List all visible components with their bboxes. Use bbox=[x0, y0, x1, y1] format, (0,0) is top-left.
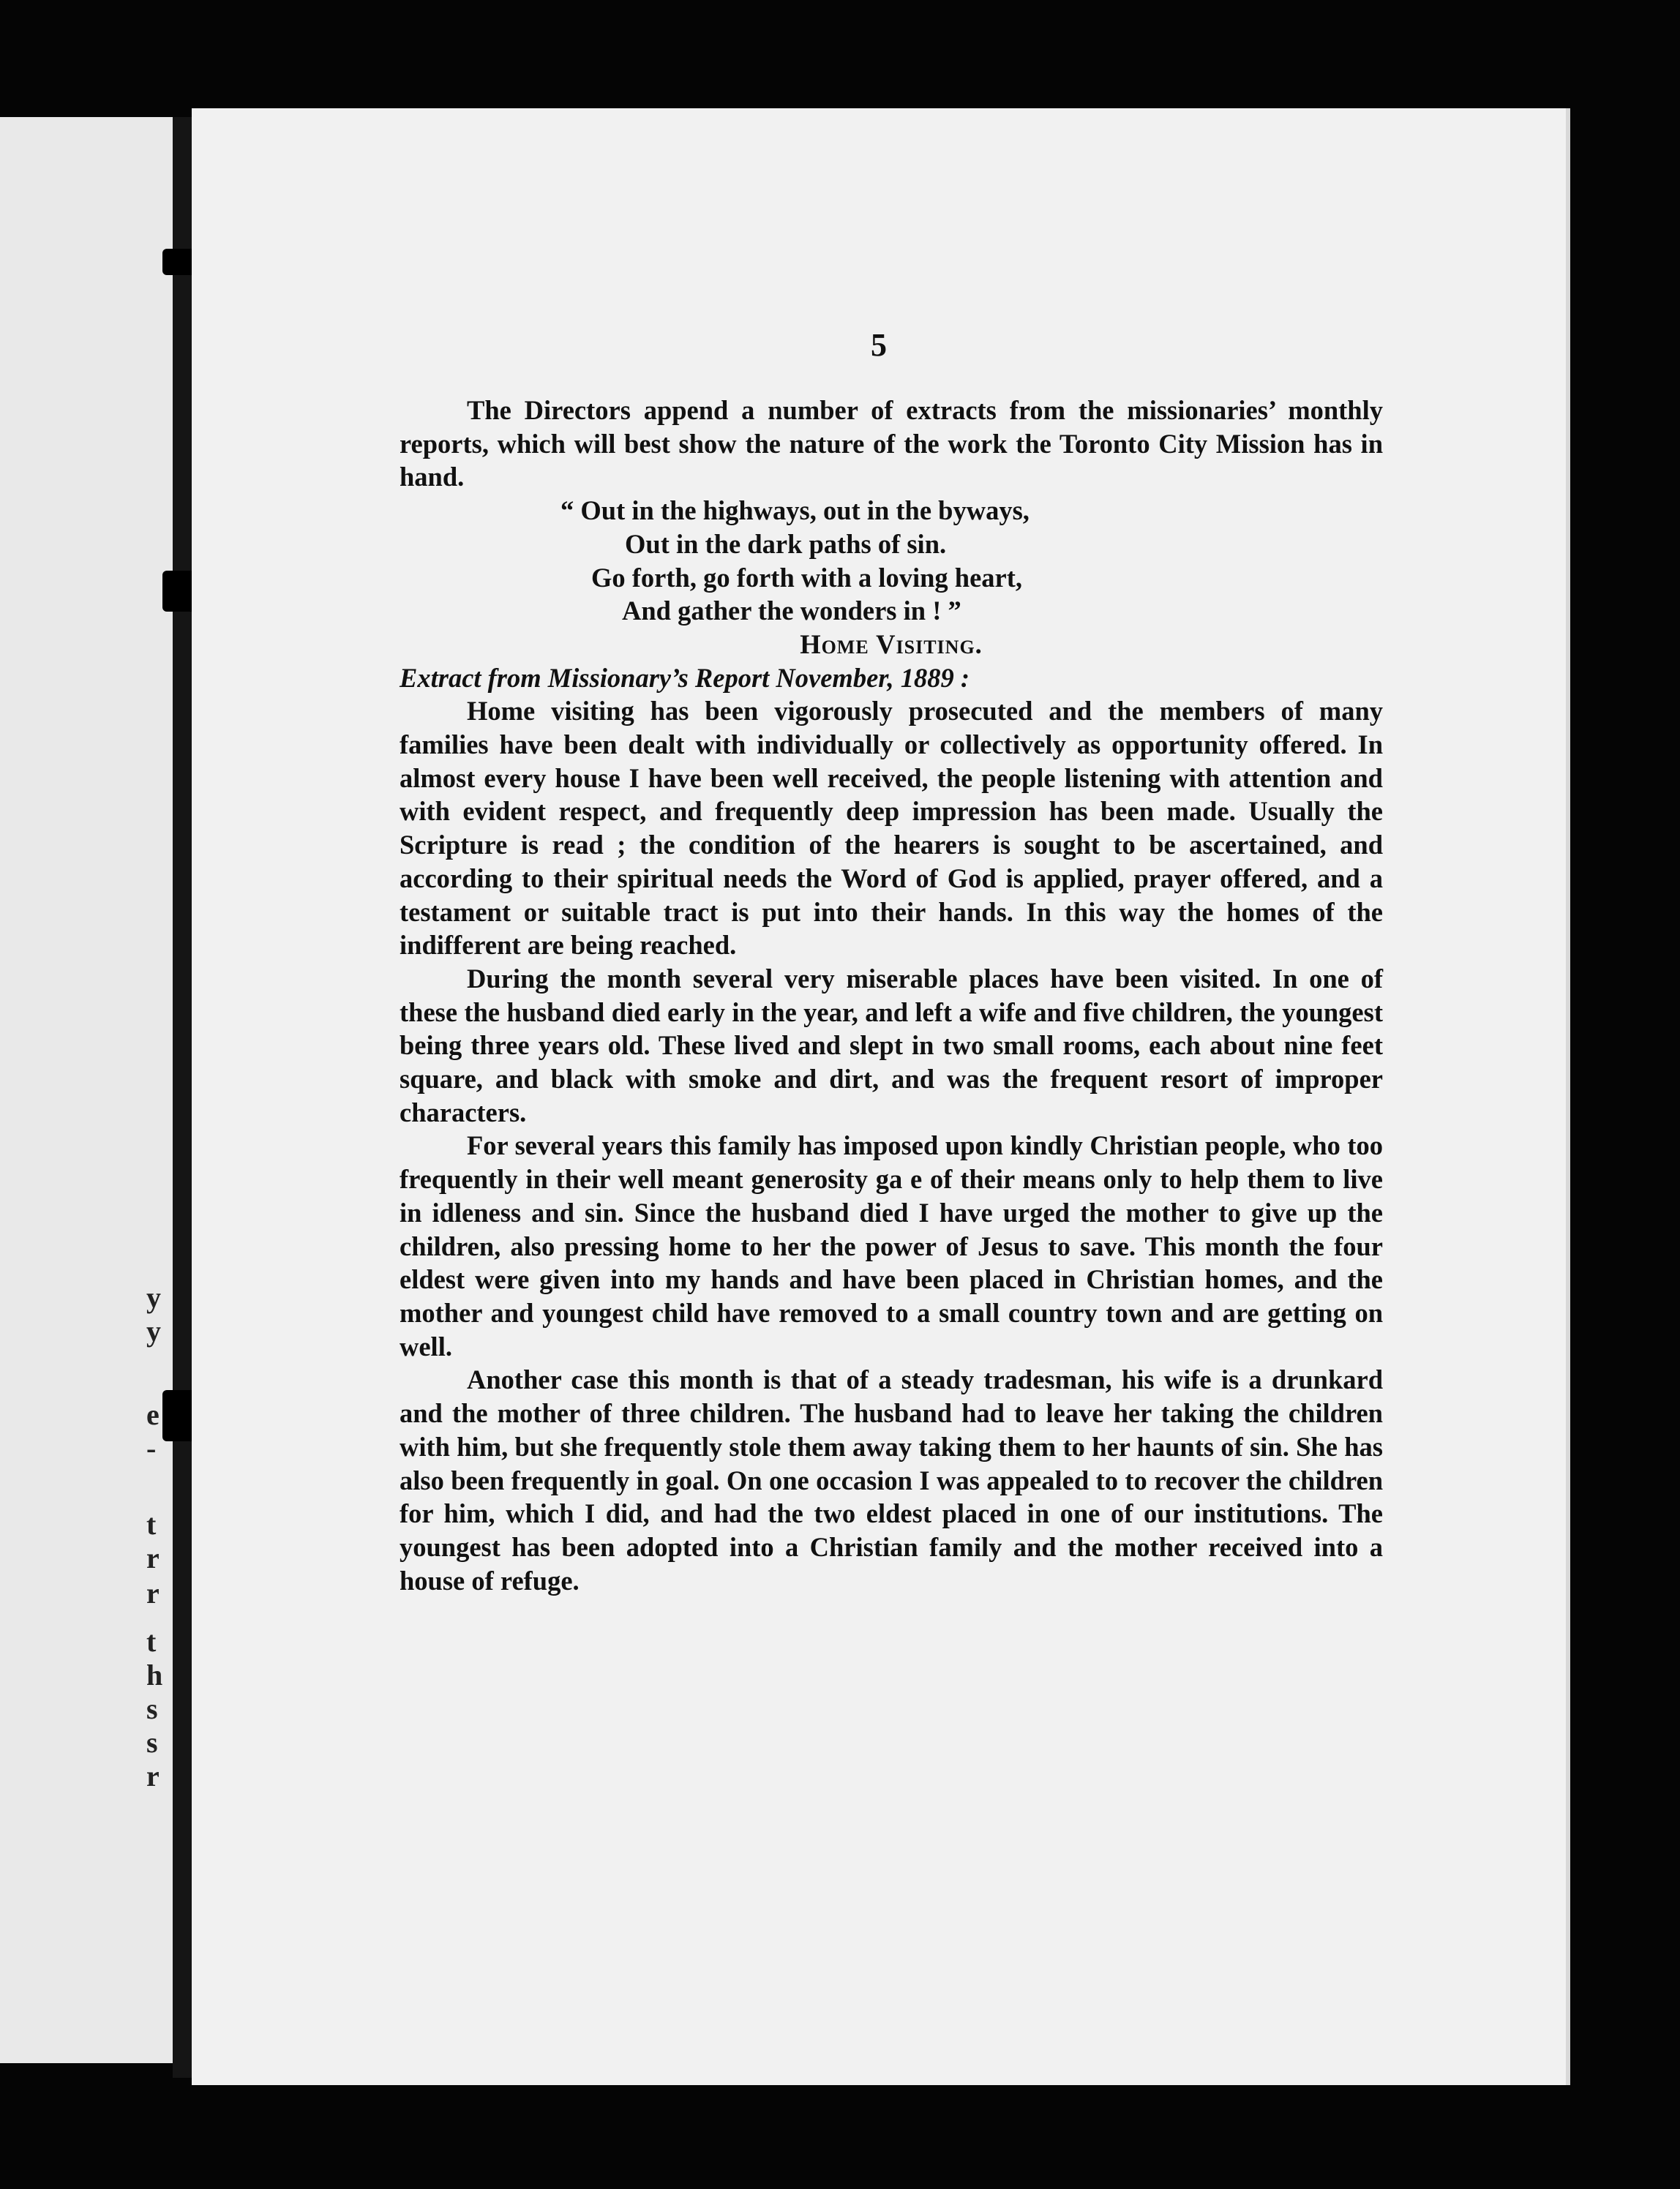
page-body bbox=[400, 394, 1383, 1597]
left-fragment: t bbox=[146, 1508, 157, 1541]
left-fragment: r bbox=[146, 1542, 160, 1574]
left-fragment: s bbox=[146, 1692, 158, 1725]
page-number: 5 bbox=[871, 327, 887, 363]
left-page-edge bbox=[0, 117, 173, 2063]
body-paragraph: During the month several very miserable places have been visited. In one of these the husband died early in the year, and left a wife and five children, the youngest being three years old. These lived and slept in two small rooms, each about nine feet square, and black with smoke and dirt, and was the frequent resort of improper characters. bbox=[400, 963, 1383, 1127]
left-fragment: h bbox=[146, 1659, 163, 1692]
left-fragment: r bbox=[146, 1577, 160, 1610]
poem-line: Out in the dark paths of sin. bbox=[625, 528, 947, 559]
body-paragraph: For several years this family has imposed upon kindly Christian people, who too frequently in their well meant generosity ga e of their means only to help them to live in idleness and sin. Since the husband died I have urged the mother to give up the children, also pressing home to her the power of Jesus to save. This month the four eldest were given into my hands and have been placed in Christian homes, and the mother and youngest child have removed to a small country town and are getting on well. bbox=[400, 1130, 1383, 1362]
body-paragraph: Home visiting has been vigorously prosecuted and the members of many families have been dealt with individually or collectively as opportunity offered. In almost every house I have been well received, the people listening with attention and with evident respect, and frequently deep impression has been made. Usually the Scripture is read ; the condition of the hearers is sought to be ascertained, and according to their spiritual needs the Word of God is applied, prayer offered, and a testament or suitable tract is put into their hands. In this way the homes of the indifferent are being reached. bbox=[400, 696, 1383, 961]
left-fragment: t bbox=[146, 1625, 157, 1658]
poem-line: “ Out in the highways, out in the byways, bbox=[560, 495, 1030, 526]
poem bbox=[400, 494, 1383, 628]
book-spine bbox=[173, 117, 192, 2078]
left-fragment: e bbox=[146, 1398, 160, 1431]
left-fragment: - bbox=[146, 1432, 157, 1465]
document-page bbox=[192, 108, 1570, 2085]
intro-paragraph: The Directors append a number of extracts from the missionaries’ monthly reports, which will best show the nature of the work the Toronto City Mission has in hand. bbox=[400, 395, 1383, 492]
extract-title: Extract from Missionary’s Report November, 1889 : bbox=[400, 662, 970, 693]
left-fragment: y bbox=[146, 1281, 161, 1314]
section-heading: Home Visiting. bbox=[800, 628, 983, 659]
left-fragment: y bbox=[146, 1315, 161, 1348]
left-fragment: s bbox=[146, 1726, 158, 1759]
poem-line: Go forth, go forth with a loving heart, bbox=[591, 562, 1023, 593]
body-paragraph: Another case this month is that of a steady tradesman, his wife is a drunkard and the mother of three children. The husband had to leave her taking the children with him, but she frequently stole them away taking them to her haunts of sin. She has also been frequently in goal. On one occasion I was appealed to to recover the children for him, which I did, and had the two eldest placed in one of our institutions. The youngest has been adopted into a Christian family and the mother received into a house of refuge. bbox=[400, 1364, 1383, 1596]
poem-line: And gather the wonders in ! ” bbox=[622, 596, 961, 626]
left-fragment: r bbox=[146, 1760, 160, 1792]
